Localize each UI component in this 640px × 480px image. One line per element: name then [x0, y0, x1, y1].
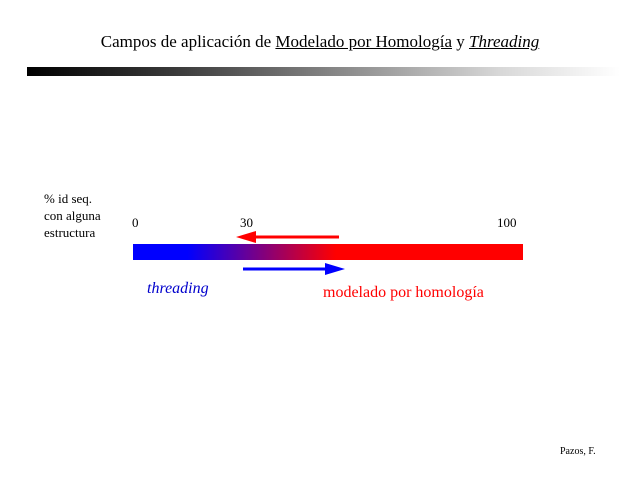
threading-label: threading	[147, 280, 209, 297]
author-credit: Pazos, F.	[560, 446, 596, 457]
tick-label-30: 30	[240, 215, 253, 230]
threading-arrow-right	[243, 263, 345, 275]
title-modelado: Modelado por Homología	[275, 32, 453, 51]
axis-label-line: % id seq.	[44, 191, 93, 206]
homology-label: modelado por homología	[323, 284, 484, 301]
title-prefix: Campos de aplicación de	[100, 32, 272, 51]
title-y: y	[456, 32, 465, 51]
axis-label-line: con alguna	[44, 208, 101, 223]
title-threading: Threading	[469, 32, 540, 51]
tick-label-100: 100	[497, 215, 517, 230]
homology-arrow-left	[236, 231, 339, 243]
tick-label-0: 0	[132, 215, 139, 230]
axis-label-line: estructura	[44, 225, 96, 240]
